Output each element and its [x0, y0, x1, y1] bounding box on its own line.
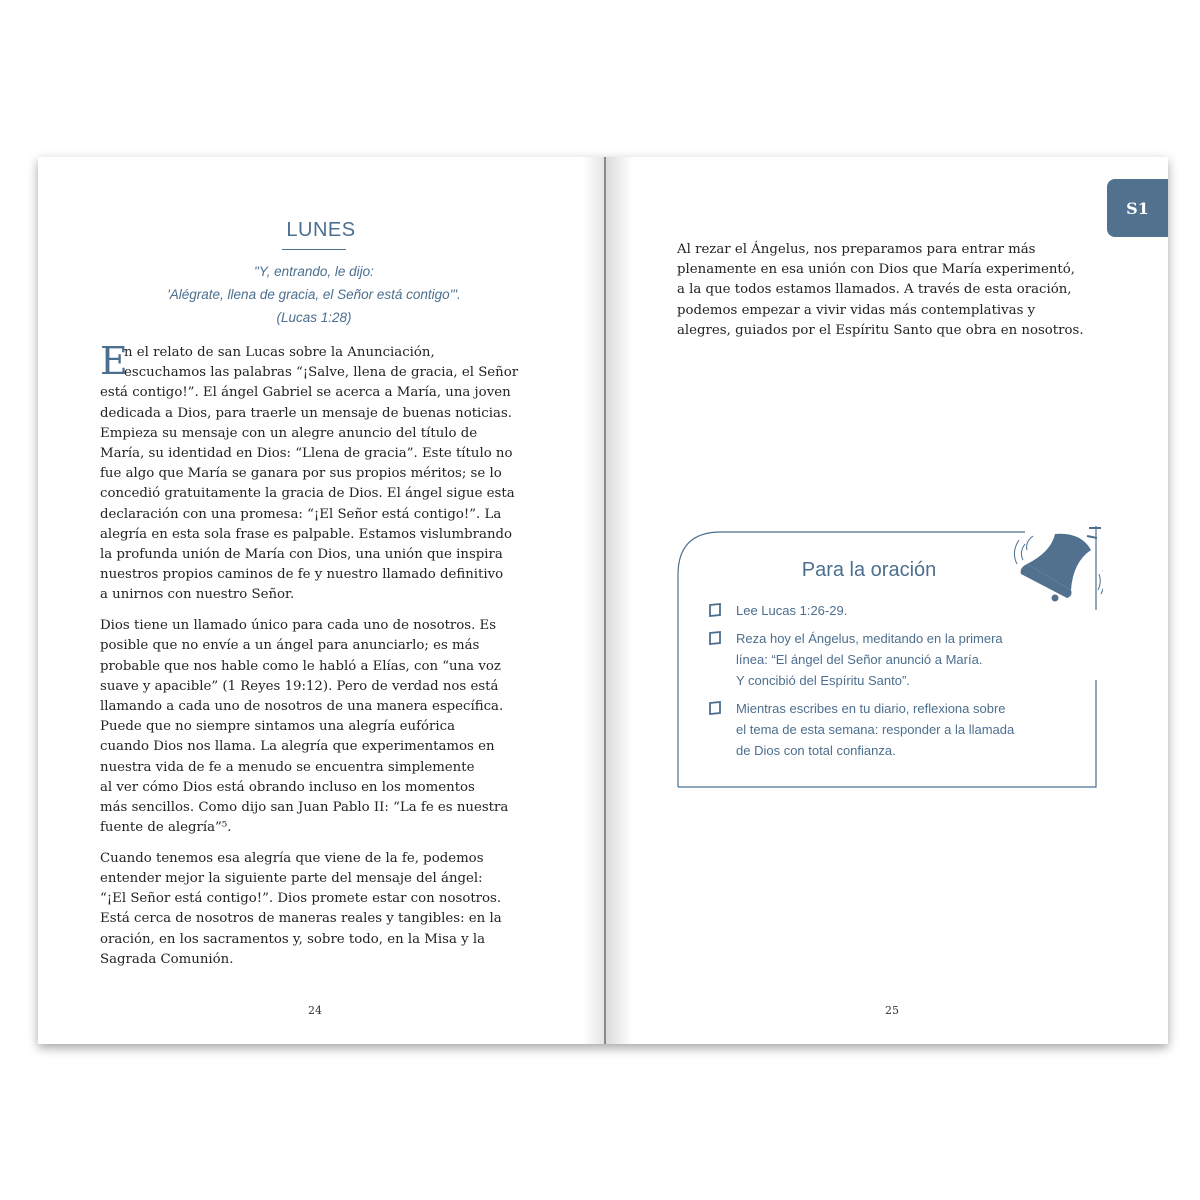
page-number: 25: [885, 1004, 899, 1017]
text-line: llamando a cada uno de nosotros de una manera específica.: [100, 698, 504, 714]
text-line: Sagrada Comunión.: [100, 951, 234, 967]
checkbox-icon: [708, 603, 722, 617]
checkbox-icon: [708, 631, 722, 645]
text-line: oración, en los sacramentos y, sobre todo, en la Misa y la: [100, 931, 486, 947]
list-item-text: Mientras escribes en tu diario, reflexiona sobre: [736, 701, 1006, 716]
text-line: fuente de alegría”⁵.: [100, 820, 232, 836]
text-line: nuestra vida de fe a menudo se encuentra simplemente: [100, 759, 475, 775]
list-item-text: el tema de esta semana: responder a la llamada: [736, 722, 1015, 737]
list-item-text: línea: “El ángel del Señor anunció a María.: [736, 652, 983, 667]
drop-cap: E: [100, 339, 128, 383]
text-line: suave y apacible” (1 Reyes 19:12). Pero de verdad nos está: [100, 678, 499, 694]
prayer-list: [708, 600, 1028, 768]
text-line: Dios tiene un llamado único para cada uno de nosotros. Es: [100, 618, 497, 634]
text-line: escuchamos las palabras “¡Salve, llena de gracia, el Señor: [124, 365, 519, 381]
text-line: al ver cómo Dios está obrando incluso en los momentos: [100, 779, 475, 795]
book-spread: [38, 157, 1168, 1044]
section-tab: S1: [1107, 179, 1168, 237]
text-line: Puede que no siempre sintamos una alegría eufórica: [100, 719, 455, 735]
list-item-text: Reza hoy el Ángelus, meditando en la primera: [736, 631, 1003, 646]
text-line: Está cerca de nosotros de maneras reales y tangibles: en la: [100, 911, 502, 927]
checkbox-icon: [708, 701, 722, 715]
prayer-box-title: Para la oración: [801, 559, 937, 581]
text-line: Empieza su mensaje con un alegre anuncio del título de: [100, 425, 478, 441]
page-number: 24: [308, 1004, 322, 1017]
text-line: n el relato de san Lucas sobre la Anunciación,: [124, 345, 435, 360]
paragraph: [100, 849, 540, 970]
epigraph-line: 'Alégrate, llena de gracia, el Señor está contigo'".: [167, 287, 461, 302]
text-line: la profunda unión de María con Dios, una unión que inspira: [100, 547, 503, 563]
paragraph: [100, 343, 540, 606]
epigraph: [38, 260, 590, 329]
title-underline: [282, 249, 346, 250]
text-line: declaración con una promesa: “¡El Señor está contigo!”. La: [100, 506, 502, 522]
list-item: [708, 600, 1028, 621]
text-line: más sencillos. Como dijo san Juan Pablo II: “La fe es nuestra: [100, 799, 509, 815]
body-text: [677, 240, 1117, 341]
list-item: [708, 628, 1028, 691]
text-line: María, su identidad en Dios: “Llena de gracia”. Este título no: [100, 446, 513, 462]
text-line: fue algo que María se ganara por sus propios méritos; se lo: [100, 466, 502, 482]
text-line: nuestros propios caminos de fe y nuestro llamado definitivo: [100, 567, 504, 583]
gutter-shadow: [583, 157, 604, 1044]
page-title: LUNES: [286, 219, 356, 241]
text-line: plenamente en esa unión con Dios que María experimentó,: [677, 262, 1075, 278]
text-line: dedicada a Dios, para traerle un mensaje de buenas noticias.: [100, 405, 512, 421]
text-line: a la que todos estamos llamados. A través de esta oración,: [677, 282, 1072, 298]
left-page: [38, 157, 604, 1044]
text-line: podemos empezar a vivir vidas más contemplativas y: [677, 302, 1036, 318]
paragraph: [100, 616, 540, 838]
text-line: posible que no envíe a un ángel para anunciarlo; es más: [100, 638, 480, 654]
epigraph-citation: (Lucas 1:28): [276, 310, 352, 325]
text-line: “¡El Señor está contigo!”. Dios promete estar con nosotros.: [100, 891, 502, 907]
text-line: alegres, guiados por el Espíritu Santo que obra en nosotros.: [677, 322, 1084, 338]
list-item: [708, 698, 1028, 761]
body-text: [100, 343, 540, 981]
list-item-text: Y concibió del Espíritu Santo”.: [736, 673, 910, 688]
text-line: cuando Dios nos llama. La alegría que experimentamos en: [100, 739, 495, 755]
epigraph-line: "Y, entrando, le dijo:: [254, 264, 374, 279]
text-line: entender mejor la siguiente parte del mensaje del ángel:: [100, 871, 483, 887]
text-line: a unirnos con nuestro Señor.: [100, 587, 295, 603]
text-line: Al rezar el Ángelus, nos preparamos para entrar más: [677, 242, 1036, 257]
text-line: probable que nos hable como le habló a Elías, con “una voz: [100, 658, 501, 674]
list-item-text: Lee Lucas 1:26-29.: [736, 603, 848, 618]
text-line: alegría en esta sola frase es palpable. Estamos vislumbrando: [100, 526, 513, 542]
list-item-text: de Dios con total confianza.: [736, 743, 896, 758]
text-line: está contigo!”. El ángel Gabriel se acerca a María, una joven: [100, 385, 511, 401]
bell-icon: [1011, 522, 1103, 612]
text-line: Cuando tenemos esa alegría que viene de la fe, podemos: [100, 850, 484, 866]
text-line: concedió gratuitamente la gracia de Dios. El ángel sigue esta: [100, 486, 515, 502]
